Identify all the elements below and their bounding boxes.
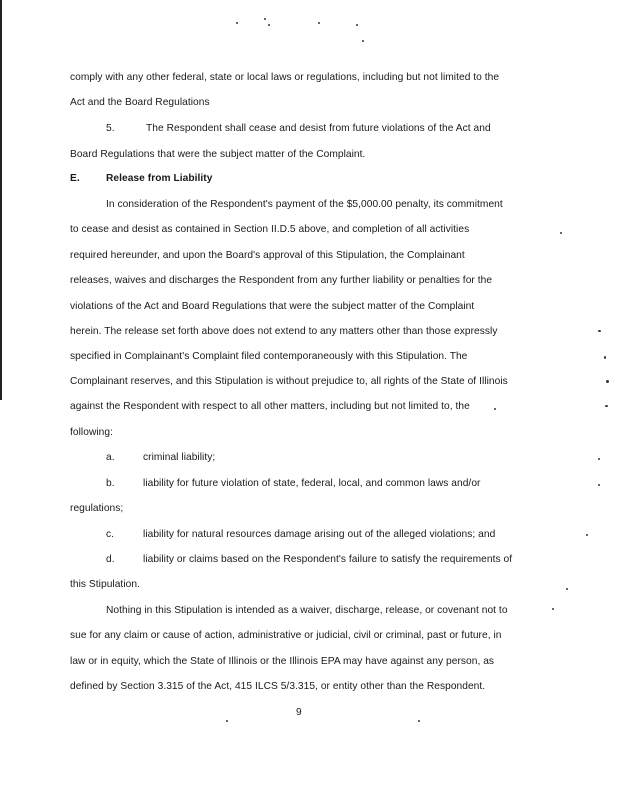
- list-letter: a.: [106, 452, 115, 463]
- scan-speck: [604, 356, 606, 359]
- list-item: liability for future violation of state, federal, local, and common laws and/or: [143, 478, 481, 489]
- list-letter: d.: [106, 554, 115, 565]
- paragraph-line: required hereunder, and upon the Board's approval of this Stipulation, the Complainant: [70, 250, 465, 261]
- item-number: 5.: [106, 123, 115, 134]
- paragraph-line: to cease and desist as contained in Section II.D.5 above, and completion of all activities: [70, 224, 470, 235]
- paragraph-line: against the Respondent with respect to all other matters, including but not limited to, the: [70, 401, 470, 412]
- list-item-continuation: this Stipulation.: [70, 579, 140, 590]
- scan-speck: [318, 22, 320, 24]
- paragraph-line: following:: [70, 427, 113, 438]
- item-text: Board Regulations that were the subject matter of the Complaint.: [70, 149, 366, 160]
- scan-speck: [566, 588, 568, 590]
- scan-speck: [598, 458, 600, 460]
- paragraph-line: In consideration of the Respondent's payment of the $5,000.00 penalty, its commitment: [106, 199, 503, 210]
- paragraph-line: violations of the Act and Board Regulations that were the subject matter of the Complaint: [70, 301, 475, 312]
- scan-speck: [606, 380, 609, 383]
- scan-speck: [236, 22, 238, 24]
- scan-speck: [552, 608, 554, 610]
- scan-edge-rule: [0, 0, 2, 400]
- paragraph-line: specified in Complainant's Complaint filed contemporaneously with this Stipulation. The: [70, 351, 468, 362]
- page-number: 9: [296, 707, 302, 718]
- scan-speck: [494, 408, 496, 410]
- paragraph-line: defined by Section 3.315 of the Act, 415 ILCS 5/3.315, or entity other than the Respondent.: [70, 681, 486, 692]
- paragraph-line: herein. The release set forth above does not extend to any matters other than those expressly: [70, 326, 498, 337]
- paragraph-line: law or in equity, which the State of Illinois or the Illinois EPA may have against any person, as: [70, 656, 495, 667]
- paragraph-line: comply with any other federal, state or local laws or regulations, including but not limited to the: [70, 72, 500, 83]
- scan-speck: [598, 330, 601, 332]
- list-letter: b.: [106, 478, 115, 489]
- scan-speck: [418, 720, 420, 722]
- paragraph-line: Complainant reserves, and this Stipulation is without prejudice to, all rights of the State of Illinois: [70, 376, 508, 387]
- paragraph-line: releases, waives and discharges the Respondent from any further liability or penalties for the: [70, 275, 493, 286]
- scan-speck: [605, 405, 608, 407]
- scan-speck: [586, 534, 588, 536]
- list-item-continuation: regulations;: [70, 503, 124, 514]
- list-item: criminal liability;: [143, 452, 216, 463]
- scan-speck: [264, 18, 266, 20]
- scan-speck: [226, 720, 228, 722]
- list-item: liability or claims based on the Respondent's failure to satisfy the requirements of: [143, 554, 513, 565]
- scan-speck: [560, 232, 562, 234]
- scan-speck: [356, 24, 358, 26]
- section-heading: Release from Liability: [106, 173, 213, 184]
- scan-speck: [268, 24, 270, 26]
- scan-speck: [362, 40, 364, 42]
- section-letter: E.: [70, 173, 80, 184]
- item-text: The Respondent shall cease and desist from future violations of the Act and: [146, 123, 491, 134]
- scan-speck: [598, 484, 600, 486]
- list-letter: c.: [106, 529, 115, 540]
- list-item: liability for natural resources damage arising out of the alleged violations; and: [143, 529, 496, 540]
- paragraph-line: sue for any claim or cause of action, administrative or judicial, civil or criminal, past or future, in: [70, 630, 502, 641]
- paragraph-line: Nothing in this Stipulation is intended as a waiver, discharge, release, or covenant not to: [106, 605, 508, 616]
- paragraph-line: Act and the Board Regulations: [70, 97, 210, 108]
